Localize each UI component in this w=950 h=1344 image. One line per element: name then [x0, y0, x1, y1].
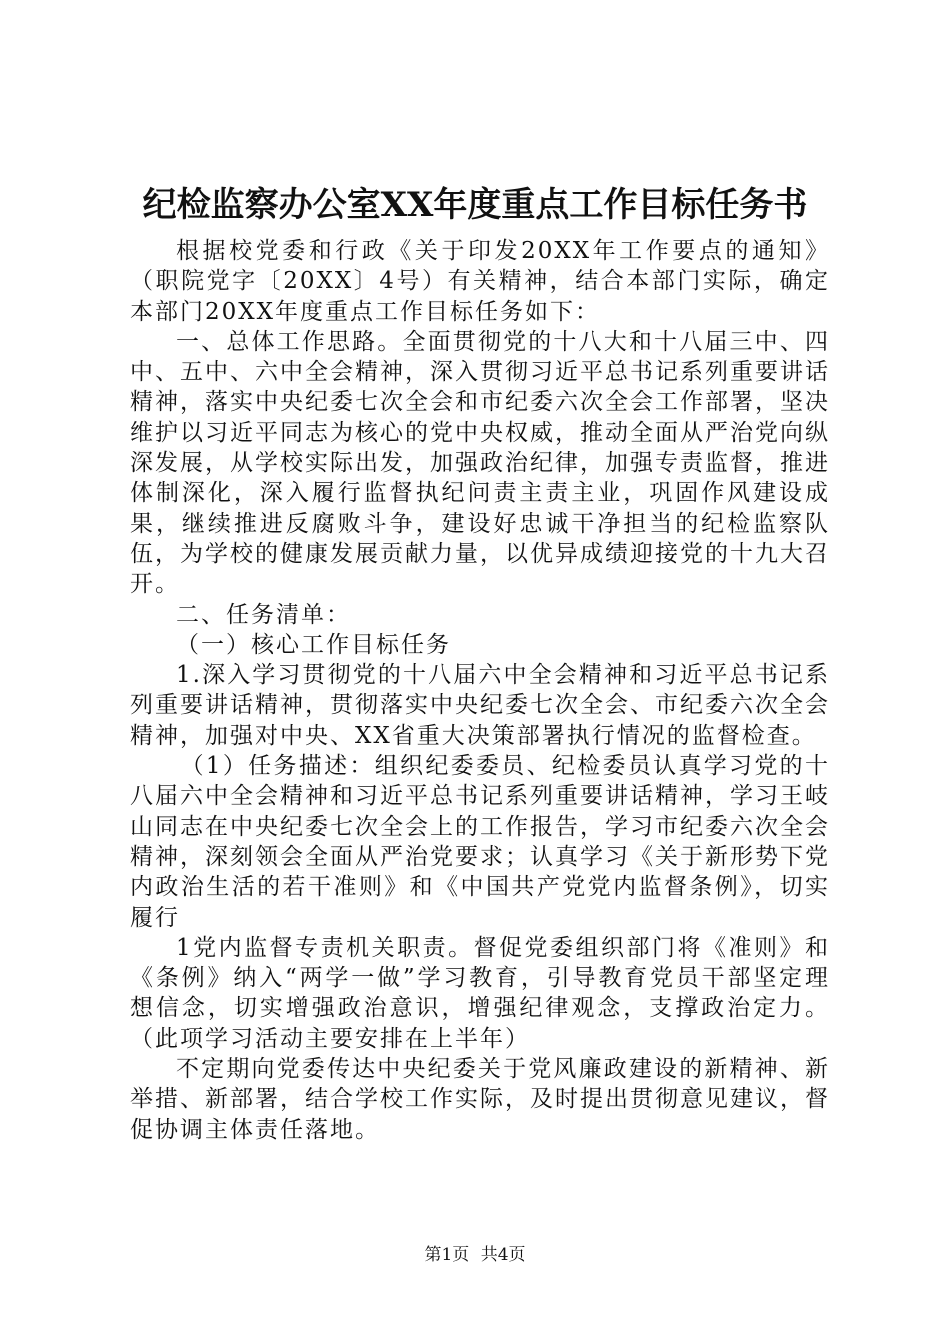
section-2-heading: 二、任务清单： — [176, 601, 351, 628]
section-1-paragraph: 一、总体工作思路。全面贯彻党的十八大和十八届三中、四中、五中、六中全会精神，深入贯彻习近平总书记系列重要讲话精神，落实中央纪委七次全会和市纪委六次全会工作部署，坚决维护以习近平同志为核心的党中央权威，推动全面从严治党向纵深发展，从学校实际出发，加强政治纪律，加强专责监督，推进体制深化，深入履行监督执纪问责主责主业，巩固作风建设成果，继续推进反腐败斗争，建设好忠诚干净担当的纪检监察队伍，为学校的健康发展贡献力量，以优异成绩迎接党的十九大召开。 — [130, 328, 830, 598]
document-title: 纪检监察办公室XX年度重点工作目标任务书 — [142, 185, 808, 225]
communication-paragraph: 不定期向党委传达中央纪委关于党风廉政建设的新精神、新举措、新部署，结合学校工作实际，及时提出贯彻意见建议，督促协调主体责任落地。 — [130, 1056, 830, 1143]
page-number: 第1页 — [424, 1245, 470, 1265]
subsection-1-heading: （一）核心工作目标任务 — [176, 631, 451, 658]
page-total: 共4页 — [480, 1245, 526, 1265]
task-description-paragraph: （1）任务描述：组织纪委委员、纪检委员认真学习党的十八届六中全会精神和习近平总书记系列重要讲话精神，学习王岐山同志在中央纪委七次全会上的工作报告，学习市纪委六次全会精神，深刻领会全面从严治党要求；认真学习《关于新形势下党内政治生活的若干准则》和《中国共产党党内监督条例》，切实履行 — [130, 753, 830, 931]
document-body — [130, 236, 830, 1145]
intro-paragraph: 根据校党委和行政《关于印发20XX年工作要点的通知》（职院党字〔20XX〕4号）有关精神，结合本部门实际，确定本部门20XX年度重点工作目标任务如下： — [130, 238, 830, 325]
page-footer — [0, 1243, 950, 1267]
item-1-paragraph: 1.深入学习贯彻党的十八届六中全会精神和习近平总书记系列重要讲话精神，贯彻落实中央纪委七次全会、市纪委六次全会精神，加强对中央、XX省重大决策部署执行情况的监督检查。 — [130, 662, 830, 749]
supervision-duty-paragraph: 1党内监督专责机关职责。督促党委组织部门将《准则》和《条例》纳入“两学一做”学习教育，引导教育党员干部坚定理想信念，切实增强政治意识，增强纪律观念，支撑政治定力。（此项学习活动主要安排在上半年） — [130, 934, 830, 1052]
